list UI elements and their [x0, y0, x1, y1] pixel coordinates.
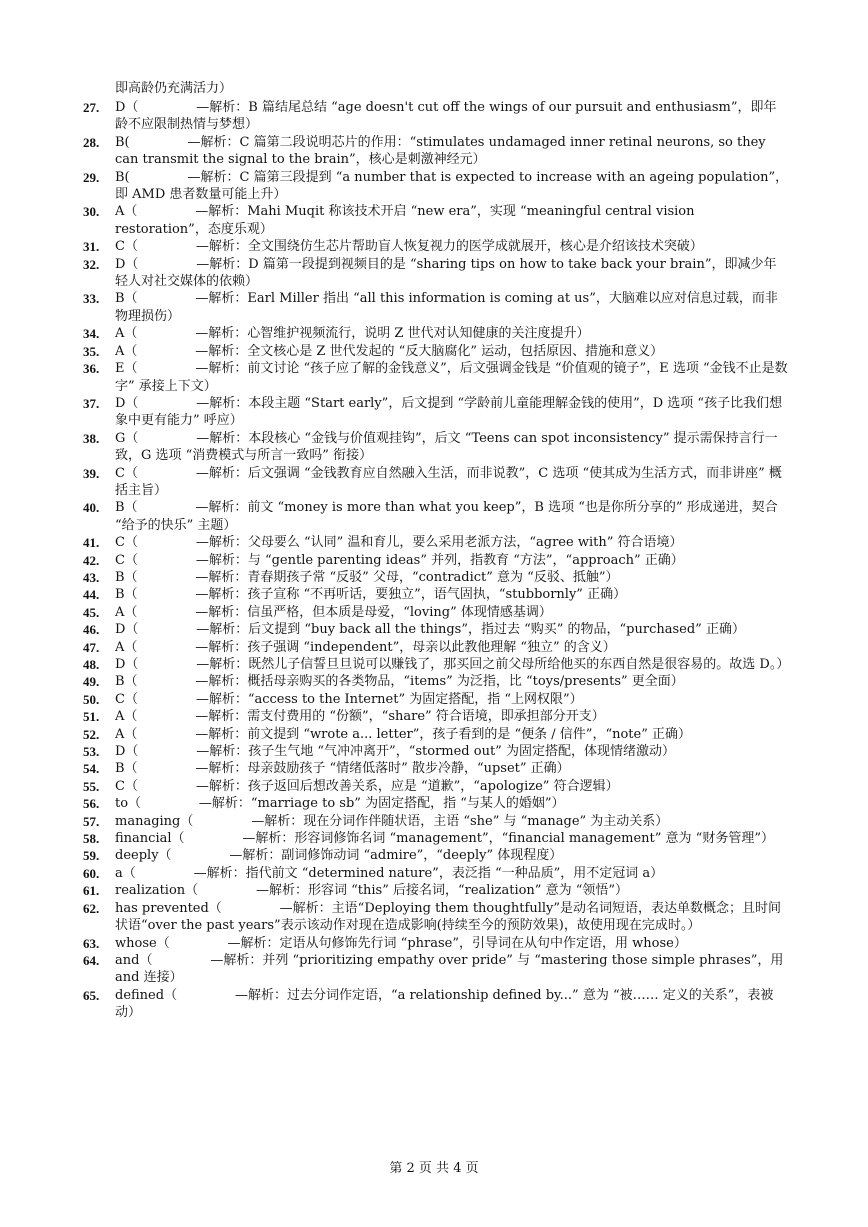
answer-item [83, 499, 789, 534]
answer-item [83, 256, 789, 291]
item-answer: B（ [115, 291, 196, 307]
item-number: 47. [83, 639, 100, 655]
answer-item [83, 465, 789, 500]
item-number: 50. [83, 691, 100, 707]
item-answer: B（ [115, 587, 196, 603]
item-number: 58. [83, 831, 100, 847]
item-explanation: —解析：后文提到 “buy back all the things”，指过去 “购买” 的物品，“purchased” 正确） [196, 622, 745, 638]
item-number: 30. [83, 204, 100, 220]
item-number: 55. [83, 778, 100, 794]
item-explanation: —解析：后文强调 “金钱教育应自然融入生活，而非说教”，C 选项 “使其成为生活方式，而非讲座” 概括主旨） [115, 465, 782, 498]
item-number: 38. [83, 430, 100, 446]
item-answer: C（ [115, 465, 196, 481]
item-content [115, 673, 789, 690]
item-content [115, 360, 789, 395]
item-number: 41. [83, 535, 100, 551]
item-explanation: —解析：全文核心是 Z 世代发起的 “反大脑腐化” 运动，包括原因、措施和意义） [195, 343, 664, 359]
item-content [115, 586, 789, 603]
item-content [115, 99, 789, 134]
item-number: 29. [83, 169, 100, 185]
item-explanation: —解析：前文讨论 “孩子应了解的金钱意义”，后文强调金钱是 “价值观的镜子”，E 选项 “金钱不止是数字” 承接上下文） [115, 361, 788, 394]
item-explanation: —解析：并列 “prioritizing empathy over pride” 与 “mastering those simple phrases”，用 and 连接） [115, 952, 784, 986]
item-content [115, 134, 789, 169]
answer-item [83, 203, 789, 238]
answer-item [83, 726, 789, 743]
item-explanation: —解析：过去分词作定语，“a relationship defined by...” 意为 “被…… 定义的关系”，表被动） [115, 987, 774, 1021]
item-answer: B( [115, 134, 188, 150]
item-number: 49. [83, 674, 100, 690]
item-content [115, 256, 789, 291]
item-content [115, 534, 789, 551]
item-answer: D（ [115, 100, 197, 115]
item-explanation: —解析：孩子宣称 “不再听话，要独立”，语气固执，“stubbornly” 正确） [195, 587, 627, 603]
answer-item [83, 569, 789, 586]
item-explanation: —解析：前文提到 “wrote a... letter”，孩子看到的是 “便条 / 信件”，“note” 正确） [195, 726, 691, 742]
item-number: 42. [83, 552, 100, 568]
item-content [115, 238, 789, 255]
item-number: 60. [83, 865, 100, 881]
item-answer: whose（ [115, 935, 228, 951]
item-answer: E（ [115, 361, 196, 377]
item-number: 27. [83, 100, 100, 115]
answer-item [83, 760, 789, 777]
item-number: 46. [83, 622, 100, 638]
item-content [115, 499, 789, 534]
answer-item [83, 343, 789, 360]
item-answer: realization（ [115, 883, 257, 899]
item-explanation: —解析：需支付费用的 “份额”，“share” 符合语境，即承担部分开支） [195, 709, 605, 725]
answer-item [83, 743, 789, 760]
item-answer: a（ [115, 865, 194, 881]
item-number: 40. [83, 500, 100, 516]
item-answer: to（ [115, 796, 199, 812]
item-number: 39. [83, 465, 100, 481]
answer-item [83, 534, 789, 551]
item-explanation: —解析：主语“Deploying them thoughtfully”是动名词短语，表达单数概念；且时间状语“over the past years”表示该动作对现在造成影响(持续至今的预防效果)，故使用现在完成时。） [115, 900, 782, 934]
item-explanation: —解析：母亲鼓励孩子 “情绪低落时” 散步冷静，“upset” 正确） [195, 761, 570, 777]
item-explanation: —解析：C 篇第三段提到 “a number that is expected to increase with an ageing population”，即 AMD 患者数量可能上升） [115, 169, 789, 203]
answer-item [83, 290, 789, 325]
item-explanation: —解析：Earl Miller 指出 “all this information is coming at us”，大脑难以应对信息过载，而非物理损伤） [115, 291, 778, 324]
item-number: 37. [83, 395, 100, 411]
item-explanation: —解析：孩子返回后想改善关系，应是 “道歉”，“apologize” 符合逻辑） [195, 778, 619, 794]
answer-item [83, 639, 789, 656]
item-answer: B（ [115, 569, 196, 585]
item-answer: and（ [115, 952, 211, 968]
item-answer: financial（ [115, 831, 243, 847]
answer-item [83, 656, 789, 673]
item-content [115, 639, 789, 656]
item-content [115, 691, 789, 708]
answer-item [83, 430, 789, 465]
item-explanation: —解析：前文 “money is more than what you keep”，B 选项 “也是你所分享的” 形成递进，契合 “给予的快乐” 主题） [115, 500, 778, 533]
item-number: 56. [83, 796, 100, 812]
item-content [115, 604, 789, 621]
answer-item [83, 360, 789, 395]
item-explanation: —解析：D 篇第一段提到视频目的是 “sharing tips on how to take back your brain”，即减少年轻人对社交媒体的依赖） [115, 256, 777, 290]
answer-item [83, 882, 789, 899]
item-number: 34. [83, 326, 100, 342]
item-content [115, 465, 789, 500]
continued-line: 即高龄仍充满活力） [115, 81, 233, 96]
item-answer: B（ [115, 674, 196, 690]
item-answer: D（ [115, 395, 197, 411]
item-content [115, 552, 789, 569]
item-explanation: —解析：与 “gentle parenting ideas” 并列，指教育 “方法”，“approach” 正确） [195, 552, 684, 568]
item-answer: C（ [115, 778, 196, 794]
item-number: 44. [83, 587, 100, 603]
answer-item [83, 99, 789, 134]
item-content [115, 290, 789, 325]
item-number: 61. [83, 883, 100, 899]
item-answer: D（ [115, 657, 197, 672]
item-explanation: —解析：指代前文 “determined nature”，表泛指 “一种品质”，用不定冠词 a） [193, 865, 664, 881]
item-content [115, 987, 789, 1022]
item-answer: C（ [115, 691, 196, 707]
item-content [115, 203, 789, 238]
item-number: 32. [83, 256, 100, 272]
item-explanation: —解析：定语从句修饰先行词 “phrase”，引导词在从句中作定语，用 whose） [227, 935, 687, 951]
item-explanation: —解析：B 篇结尾总结 “age doesn't cut off the wings of our pursuit and enthusiasm”，即年龄不应限制热情与梦想） [115, 100, 777, 133]
item-content [115, 900, 789, 935]
answer-item [83, 847, 789, 864]
item-explanation: —解析：“marriage to sb” 为固定搭配，指 “与某人的婚姻”） [198, 796, 565, 812]
item-content [115, 882, 789, 899]
answer-item [83, 621, 789, 638]
item-content [115, 830, 789, 847]
item-content [115, 169, 789, 204]
item-answer: D（ [115, 744, 197, 760]
item-explanation: —解析：C 篇第二段说明芯片的作用：“stimulates undamaged inner retinal neurons, so they can transmit the signal to the brain”，核心是刺激神经元） [115, 134, 766, 168]
answer-item [83, 778, 789, 795]
item-explanation: —解析：形容词修饰名词 “management”，“financial management” 意为 “财务管理”） [242, 831, 774, 847]
item-explanation: —解析：父母要么 “认同” 温和育儿，要么采用老派方法，“agree with” 符合语境） [195, 535, 683, 551]
item-number: 28. [83, 134, 100, 150]
item-content [115, 569, 789, 586]
answer-item [83, 134, 789, 169]
page-footer: 第 2 页 共 4 页 [389, 1161, 479, 1176]
item-answer: B（ [115, 761, 196, 777]
item-number: 35. [83, 343, 100, 359]
item-number: 51. [83, 709, 100, 725]
item-answer: A（ [115, 326, 196, 342]
item-answer: A（ [115, 726, 196, 742]
item-content [115, 343, 789, 360]
item-answer: A（ [115, 639, 196, 655]
item-answer: A（ [115, 343, 196, 359]
item-content [115, 865, 789, 882]
item-answer: B( [115, 169, 188, 185]
item-answer: C（ [115, 552, 196, 568]
item-number: 65. [83, 987, 100, 1003]
item-content [115, 778, 789, 795]
item-explanation: —解析：本段核心 “金钱与价值观挂钩”，后文 “Teens can spot inconsistency” 提示需保持言行一致，G 选项 “消费模式与所言一致吗” 衔接） [115, 430, 778, 464]
item-explanation: —解析：信虽严格，但本质是母爱，“loving” 体现情感基调） [195, 604, 552, 620]
item-content [115, 325, 789, 342]
answer-item [83, 865, 789, 882]
item-answer: C（ [115, 535, 196, 551]
answer-item [83, 169, 789, 204]
item-explanation: —解析：青春期孩子常 “反驳” 父母，“contradict” 意为 “反驳、抵触”） [195, 569, 619, 585]
item-content [115, 708, 789, 725]
item-answer: B（ [115, 500, 196, 516]
item-number: 45. [83, 604, 100, 620]
item-number: 57. [83, 813, 100, 829]
item-number: 59. [83, 848, 100, 864]
item-content [115, 847, 789, 864]
item-answer: managing（ [115, 813, 252, 829]
answer-item [83, 900, 789, 935]
item-content [115, 743, 789, 760]
answer-item [83, 813, 789, 830]
item-number: 53. [83, 744, 100, 760]
answer-item [83, 830, 789, 847]
item-answer: A（ [115, 204, 196, 220]
item-explanation: —解析：Mahi Muqit 称该技术开启 “new era”，实现 “meaningful central vision restoration”，态度乐观） [115, 204, 695, 237]
item-explanation: —解析：既然儿子信誓旦旦说可以赚钱了，那买回之前父母所给他买的东西自然是很容易的。故选 D。） [196, 657, 790, 672]
item-content [115, 395, 789, 430]
item-number: 33. [83, 291, 100, 307]
item-content [115, 621, 789, 638]
item-number: 62. [83, 900, 100, 916]
item-explanation: —解析：孩子生气地 “气冲冲离开”，“stormed out” 为固定搭配，体现情绪激动） [196, 744, 675, 760]
answer-item [83, 795, 789, 812]
item-content [115, 726, 789, 743]
item-explanation: —解析：“access to the Internet” 为固定搭配，指 “上网权限”） [195, 691, 583, 707]
item-content [115, 935, 789, 952]
answer-item [83, 673, 789, 690]
answer-item [83, 987, 789, 1022]
item-answer: A（ [115, 604, 196, 620]
item-number: 52. [83, 726, 100, 742]
item-answer: defined（ [115, 987, 235, 1003]
answer-item [83, 604, 789, 621]
item-answer: has prevented（ [115, 900, 280, 916]
item-answer: D（ [115, 622, 197, 638]
item-answer: D（ [115, 256, 197, 272]
answer-item [83, 935, 789, 952]
item-number: 64. [83, 952, 100, 968]
item-answer: C（ [115, 239, 196, 255]
item-number: 48. [83, 657, 100, 672]
item-content [115, 430, 789, 465]
answer-item [83, 552, 789, 569]
item-number: 54. [83, 761, 100, 777]
item-explanation: —解析：形容词 “this” 后接名词，“realization” 意为 “领悟”） [256, 883, 629, 899]
item-number: 63. [83, 935, 100, 951]
answer-item [83, 586, 789, 603]
item-explanation: —解析：本段主题 “Start early”，后文提到 “学龄前儿童能理解金钱的使用”，D 选项 “孩子比我们想象中更有能力” 呼应） [115, 395, 783, 429]
item-number: 36. [83, 361, 100, 377]
item-content [115, 813, 789, 830]
item-explanation: —解析：全文围绕仿生芯片帮助盲人恢复视力的医学成就展开，核心是介绍该技术突破） [195, 239, 703, 255]
item-answer: deeply（ [115, 848, 230, 864]
item-answer: G（ [115, 430, 197, 446]
item-explanation: —解析：概括母亲购买的各类物品，“items” 为泛指，比 “toys/presents” 更全面） [195, 674, 684, 690]
answer-item [83, 691, 789, 708]
item-content [115, 952, 789, 987]
answer-item [83, 238, 789, 255]
answer-item [83, 325, 789, 342]
item-number: 31. [83, 239, 100, 255]
item-answer: A（ [115, 709, 196, 725]
item-content [115, 760, 789, 777]
answer-item [83, 952, 789, 987]
item-explanation: —解析：孩子强调 “independent”，母亲以此教他理解 “独立” 的含义） [195, 639, 616, 655]
item-explanation: —解析：副词修饰动词 “admire”，“deeply” 体现程度） [229, 848, 563, 864]
answer-item [83, 395, 789, 430]
item-content [115, 795, 789, 812]
item-content [115, 656, 789, 673]
item-explanation: —解析：现在分词作伴随状语，主语 “she” 与 “manage” 为主动关系） [251, 813, 669, 829]
answer-item [83, 708, 789, 725]
answer-list [83, 99, 789, 1022]
item-explanation: —解析：心智维护视频流行，说明 Z 世代对认知健康的关注度提升） [195, 326, 590, 342]
item-number: 43. [83, 569, 100, 585]
